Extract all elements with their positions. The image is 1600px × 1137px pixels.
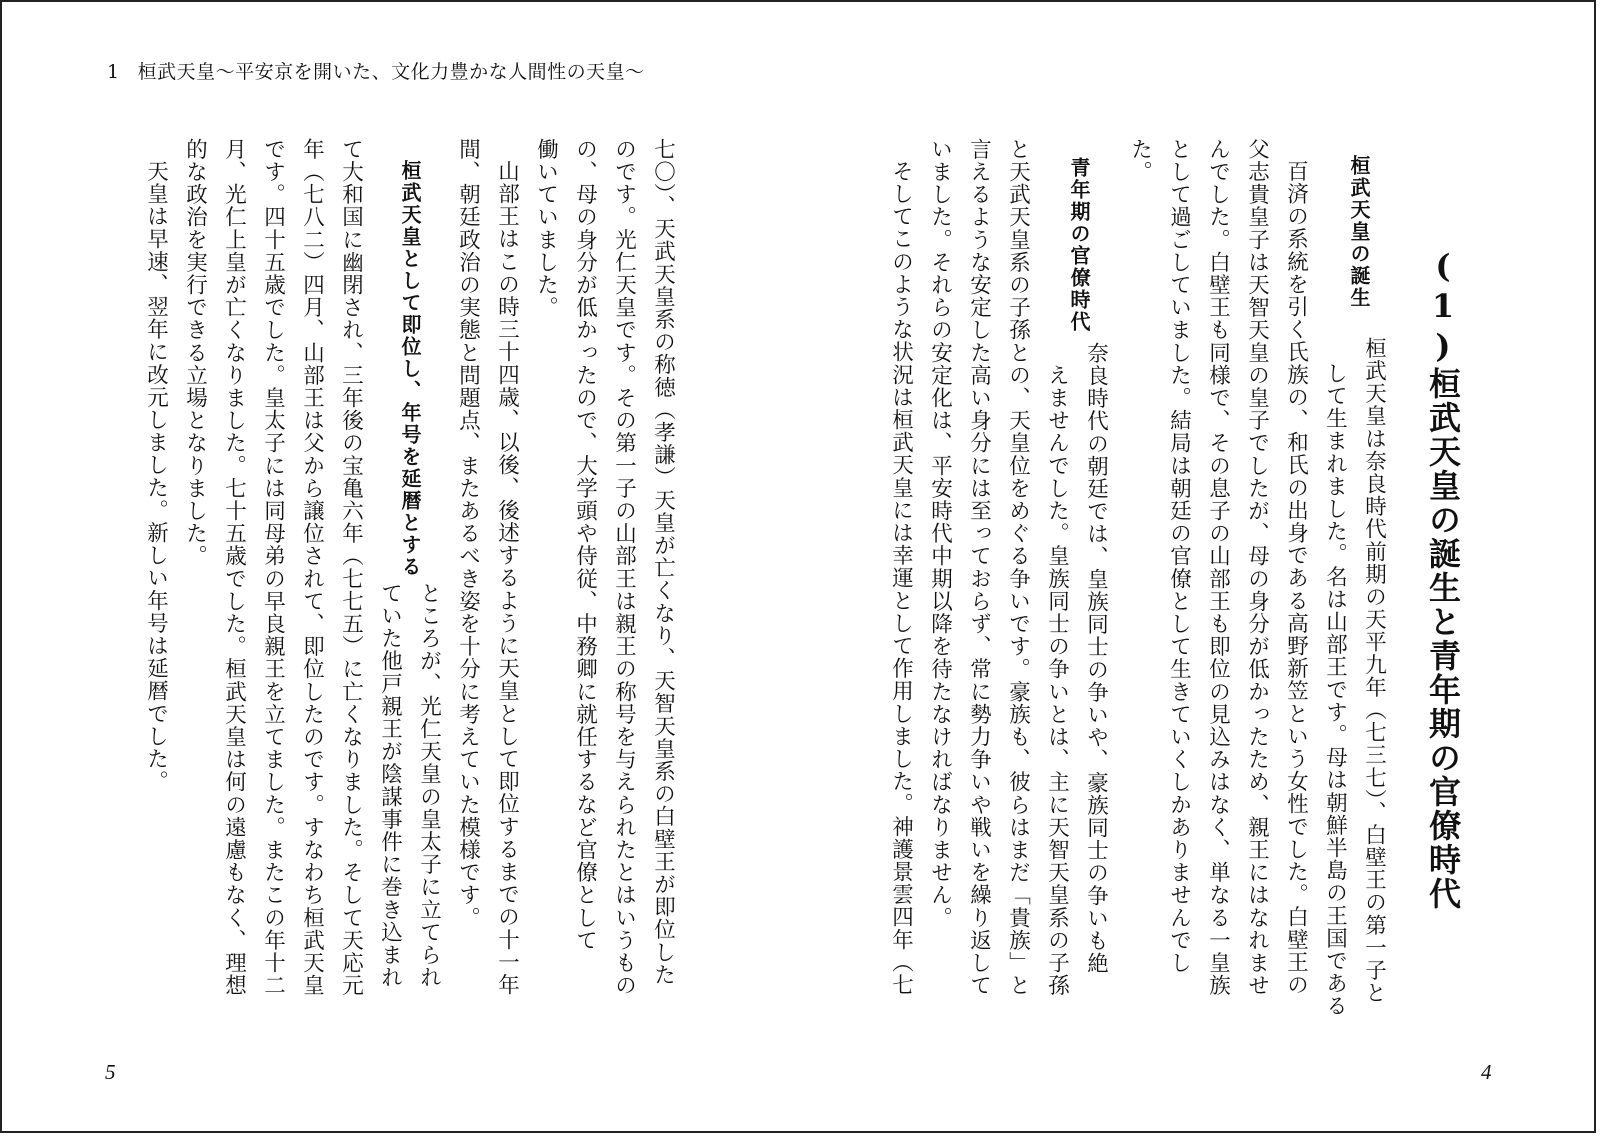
text-column-l1: 七〇）、天武天皇系の称徳（孝謙）天皇が亡くなり、天智天皇系の白壁王が即位した [650,138,676,987]
subheading-birth: 桓武天皇の誕生 [1347,155,1371,309]
text-column-l5: 山部王はこの時三十四歳、以後、後述するように天皇として即位するまでの十一年 [494,160,520,997]
text-column-l3: の、母の身分が低かったので、大学頭や侍従、中務卿に就任するなど官僚として [572,138,598,952]
text-column-r3: 百済の系統を引く氏族の、和氏の出身である高野新笠という女性でした。白壁王の [1283,160,1309,997]
text-column-r1: 桓武天皇は奈良時代前期の天平九年（七三七）、白壁王の第一子と [1361,337,1387,1005]
text-column-r8: 奈良時代の朝廷では、皇族同士の争いや、豪族同士の争いも絶 [1083,342,1109,975]
text-column-r5: んでした。白壁王も同様で、その息子の山部王も即位の見込みはなく、単なる一皇族 [1205,138,1231,997]
text-column-r2: して生まれました。名は山部王です。母は朝鮮半島の王国である [1322,362,1348,1018]
text-column-l13: 的な政治を実行できる立場となりました。 [182,138,208,568]
text-column-r12: いました。それらの安定化は、平安時代中期以降を待たなければなりません。 [927,138,953,929]
text-column-r4: 父志貴皇子は天智天皇の皇子でしたが、母の身分が低かったため、親王にはなれませ [1244,138,1270,997]
text-column-r10: と天武天皇系の子孫との、天皇位をめぐる争いです。豪族も、彼らはまだ「貴族」と [1005,138,1031,997]
text-column-r13: そしてこのような状況は桓武天皇には幸運として作用しました。神護景雲四年（七 [888,160,914,997]
text-column-l14: 天皇は早速、翌年に改元しました。新しい年号は延暦でした。 [143,160,169,793]
text-column-l7: ところが、光仁天皇の皇太子に立てられ [416,582,442,989]
text-column-l4: 働いていました。 [533,138,559,319]
running-header [107,57,645,84]
chapter-number: 1 [107,61,120,83]
page-number-right: 4 [1481,1060,1492,1084]
text-column-r7: た。 [1127,138,1153,184]
subheading-youth: 青年期の官僚時代 [1067,157,1091,333]
text-column-l6: 間、朝廷政治の実態と問題点、またあるべき姿を十分に考えていた模様です。 [455,138,481,929]
page-number-left: 5 [105,1060,116,1084]
text-column-r9: えませんでした。皇族同士の争いとは、主に天智天皇系の子孫 [1044,364,1070,997]
text-column-l10: 年（七八二）四月、山部王は父から譲位されて、即位したのです。すなわち桓武天皇 [299,138,325,997]
text-column-r6: として過ごしていました。結局は朝廷の官僚として生きていくしかありませんでし [1166,138,1192,975]
subheading-accession: 桓武天皇として即位し、年号を延暦とする [398,160,422,578]
section-heading: (1)桓武天皇の誕生と青年期の官僚時代 [1424,247,1462,911]
text-column-l11: です。四十五歳でした。皇太子には同母弟の早良親王を立てました。またこの年十二 [260,138,286,997]
text-column-l2: のです。光仁天皇です。その第一子の山部王は親王の称号を与えられたとはいうもの [611,138,637,997]
chapter-title: 桓武天皇〜平安京を開いた、文化力豊かな人間性の天皇〜 [137,61,645,83]
text-column-l8: ていた他戸親王が陰謀事件に巻き込まれ [377,582,403,989]
text-column-l9: て大和国に幽閉され、三年後の宝亀六年（七七五）に亡くなりました。そして天応元 [338,138,364,997]
text-column-l12: 月、光仁上皇が亡くなりました。七十五歳でした。桓武天皇は何の遠慮もなく、理想 [221,138,247,997]
text-column-r11: 言えるような安定した高い身分には至っておらず、常に勢力争いや戦いを繰り返して [966,138,992,997]
